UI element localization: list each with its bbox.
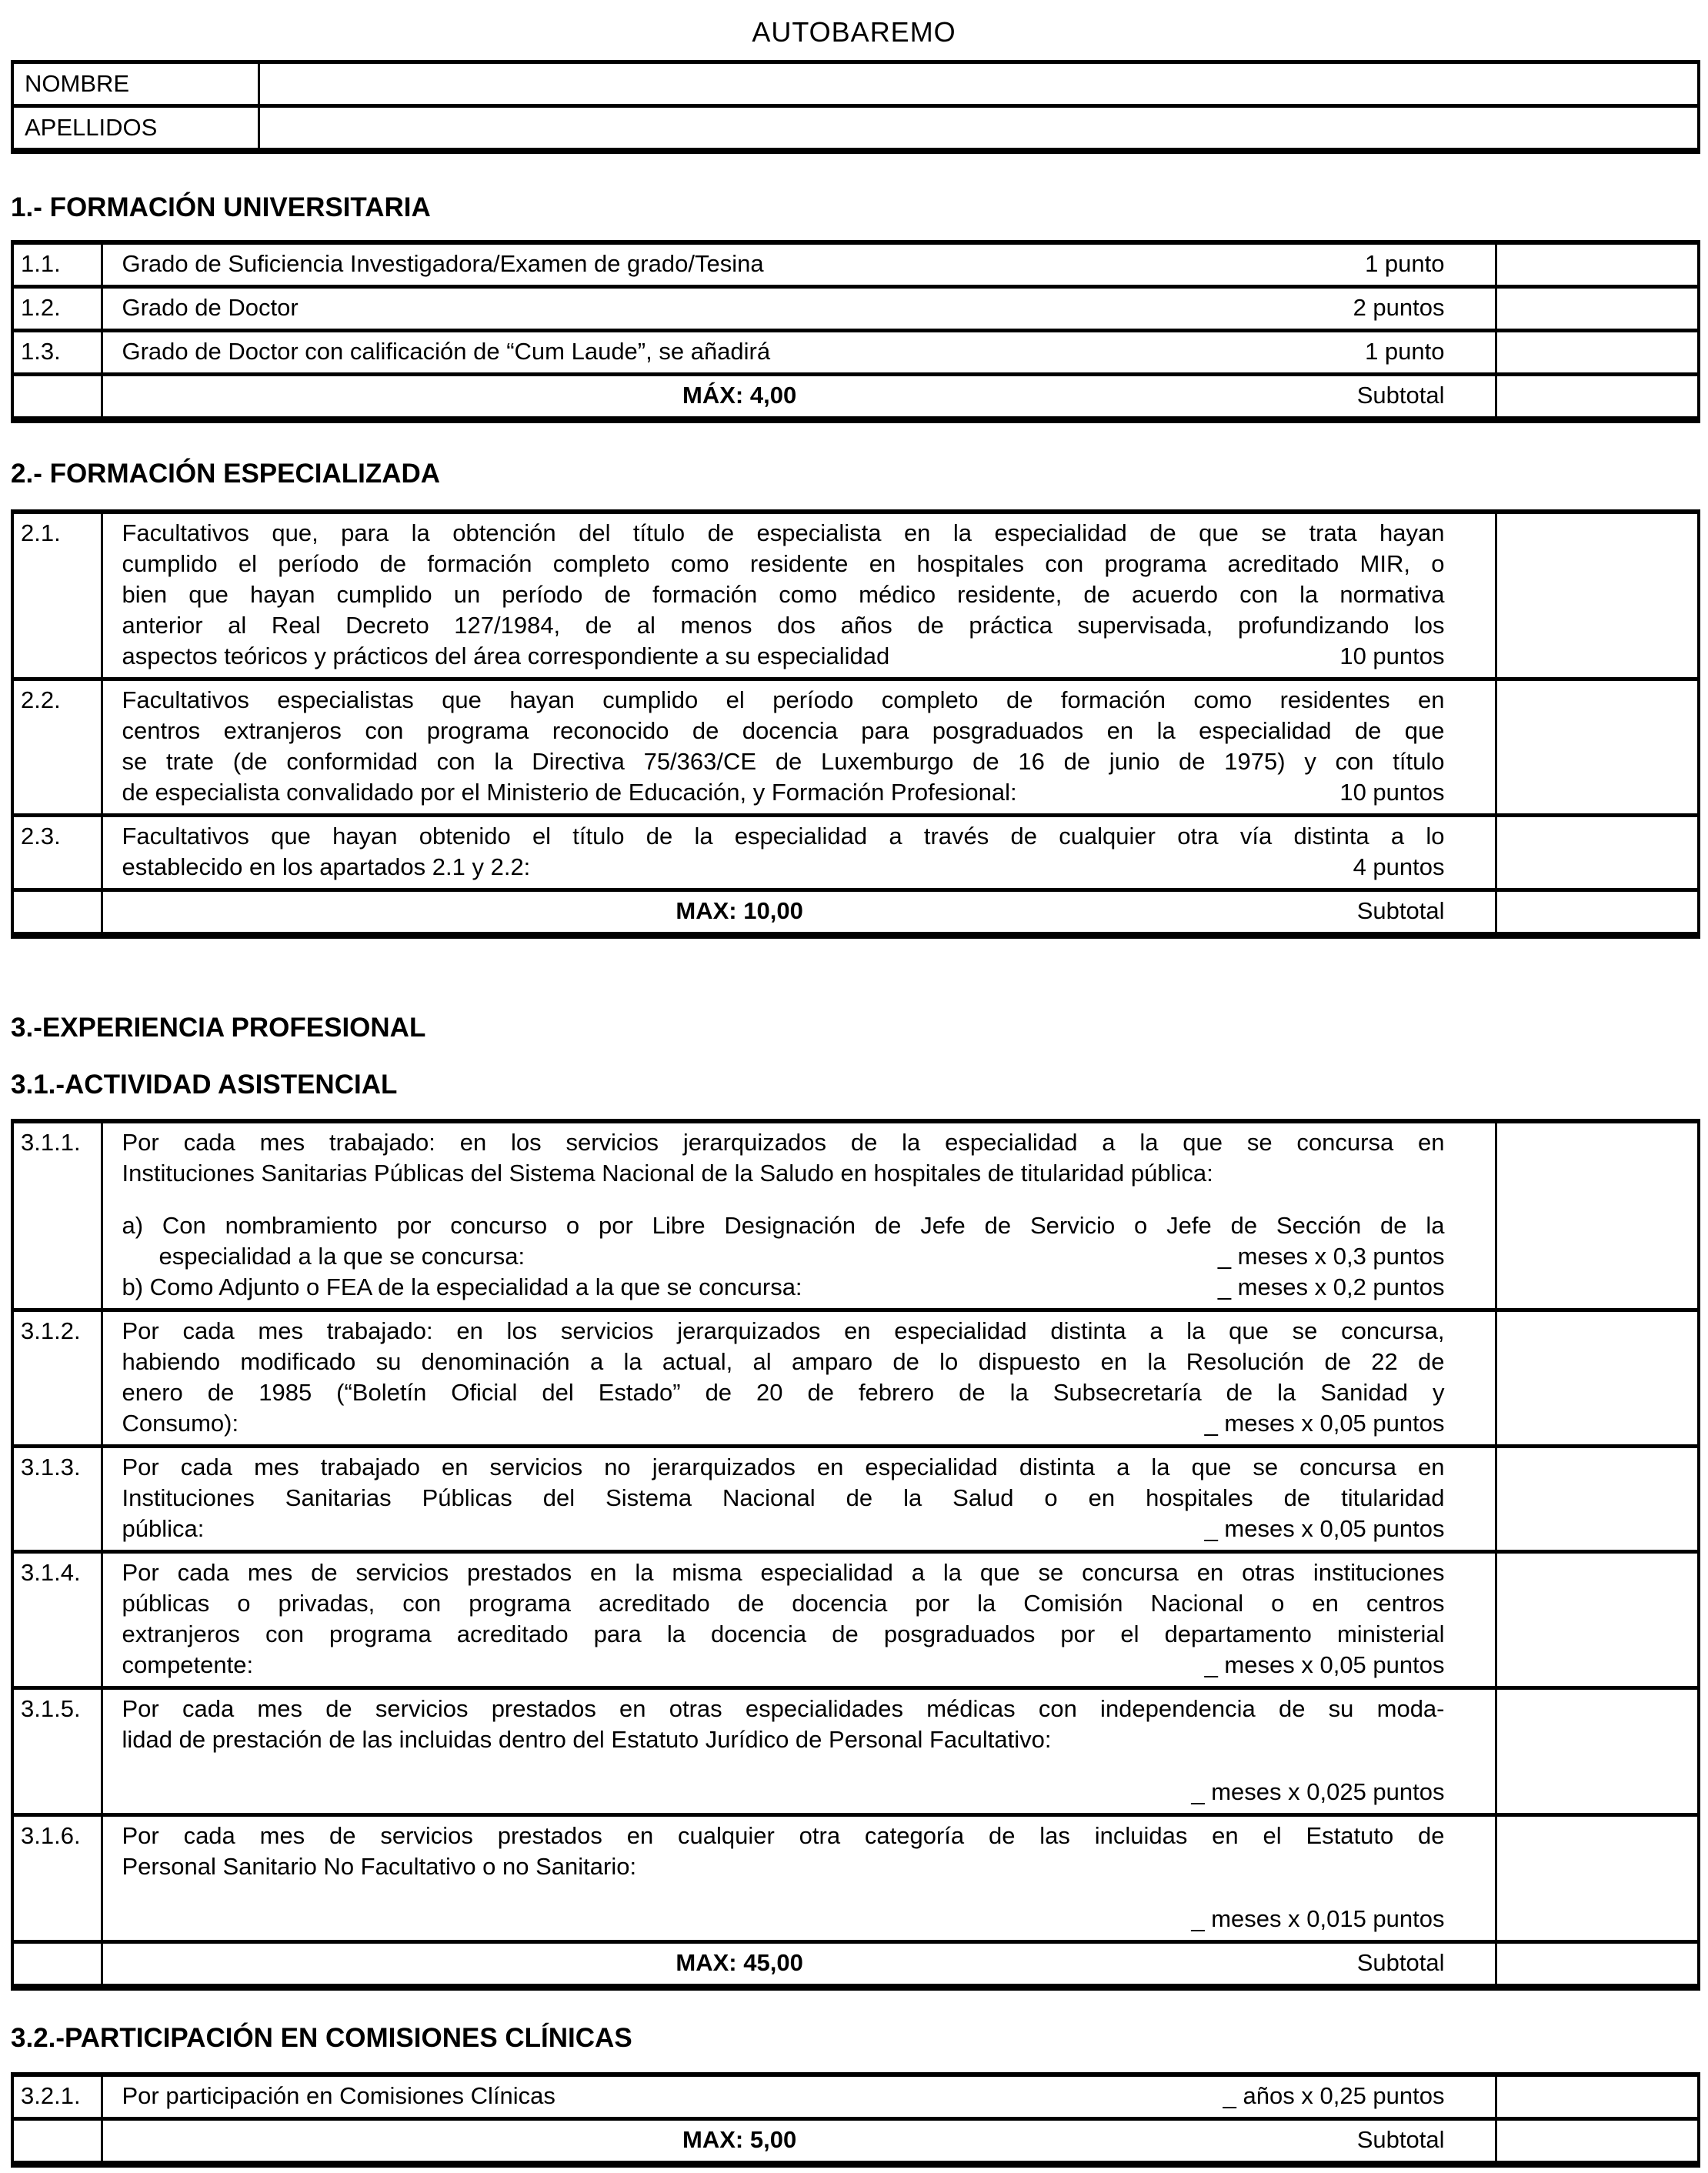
item-points: _ meses x 0,05 puntos (1204, 1515, 1445, 1542)
item-points: _ años x 0,25 puntos (1223, 2082, 1445, 2109)
max-label: MAX: 45,00 (676, 1949, 803, 1976)
score-cell-3.1.5.[interactable] (1496, 1688, 1699, 1815)
scoring-table-3.1 (11, 1119, 1700, 1991)
footer-row-2 (12, 890, 1699, 936)
item-text: Grado de Doctor con calificación de “Cum Laude”, se añadirá (122, 338, 771, 365)
item-description (102, 287, 1496, 331)
item-row-3.1.4. (12, 1552, 1699, 1688)
footer-line (122, 380, 1445, 411)
item-row-2.3. (12, 816, 1699, 890)
form-title: AUTOBAREMO (752, 16, 956, 48)
item-number: 1.1. (12, 242, 102, 287)
item-description (102, 512, 1496, 679)
max-label: MAX: 5,00 (682, 2126, 797, 2153)
section-heading-2: 2.- FORMACIÓN ESPECIALIZADA (11, 459, 441, 489)
footer-description (102, 375, 1496, 420)
item-number: 1.3. (12, 331, 102, 375)
item-description (102, 242, 1496, 287)
max-label: MÁX: 4,00 (682, 382, 797, 409)
text-line (122, 777, 1445, 808)
item-row-2.1. (12, 512, 1699, 679)
section-3.2 (0, 2023, 1708, 2168)
item-number: 3.1.6. (12, 1815, 102, 1942)
item-text: competente: (122, 1651, 254, 1678)
item-number: 3.1.5. (12, 1688, 102, 1815)
text-line: bien que hayan cumplido un período de formación como médico residente, de acuerdo con la normativa (122, 581, 1445, 608)
item-description (102, 679, 1496, 816)
footer-line (122, 2125, 1445, 2155)
name-row (12, 62, 1699, 106)
text-line: a) Con nombramiento por concurso o por Libre Designación de Jefe de Servicio o Jefe de Sección de la (122, 1212, 1445, 1239)
text-line (122, 249, 1445, 279)
text-line: cumplido el período de formación completo como residente en hospitales con programa acreditado MIR, o (122, 550, 1445, 577)
item-description (102, 1688, 1496, 1815)
section-heading-1: 1.- FORMACIÓN UNIVERSITARIA (11, 192, 431, 222)
name-table (11, 60, 1700, 154)
text-line: se trate (de conformidad con la Directiva 75/363/CE de Luxemburgo de 16 de junio de 1975) y con título (122, 748, 1445, 775)
text-line: anterior al Real Decreto 127/1984, de al menos dos años de práctica supervisada, profundizando los (122, 612, 1445, 639)
item-points: 4 puntos (1353, 853, 1445, 880)
score-cell-2.1.[interactable] (1496, 512, 1699, 679)
section-2 (0, 459, 1708, 939)
item-text: Grado de Suficiencia Investigadora/Examen de grado/Tesina (122, 250, 764, 277)
item-description (102, 1552, 1496, 1688)
text-line: Por cada mes de servicios prestados en cualquier otra categoría de las incluidas en el Estatuto de (122, 1822, 1445, 1849)
item-text: Consumo): (122, 1410, 239, 1437)
item-points: _ meses x 0,05 puntos (1204, 1410, 1445, 1437)
text-line (122, 2081, 1445, 2111)
item-row-3.1.3. (12, 1447, 1699, 1552)
score-cell-1.3.[interactable] (1496, 331, 1699, 375)
footer-number-cell (12, 375, 102, 420)
text-line (122, 1241, 1445, 1272)
score-cell-1.1.[interactable] (1496, 242, 1699, 287)
text-line (122, 336, 1445, 367)
text-line: lidad de prestación de las incluidas dentro del Estatuto Jurídico de Personal Facultativo: (122, 1726, 1052, 1753)
subtotal-score-cell-3.2[interactable] (1496, 2119, 1699, 2165)
item-description (102, 1310, 1496, 1447)
score-cell-3.1.2.[interactable] (1496, 1310, 1699, 1447)
item-points: _ meses x 0,015 puntos (1191, 1905, 1445, 1932)
text-line: públicas o privadas, con programa acreditado de docencia por la Comisión Nacional o en centros (122, 1590, 1445, 1617)
item-row-3.1.6. (12, 1815, 1699, 1942)
item-points: _ meses x 0,025 puntos (1191, 1778, 1445, 1805)
text-line: Por cada mes trabajado en servicios no jerarquizados en especialidad distinta a la que se concursa en (122, 1454, 1445, 1480)
text-line: centros extranjeros con programa reconocido de docencia para posgraduados en la especialidad de que (122, 717, 1445, 744)
item-number: 3.1.3. (12, 1447, 102, 1552)
max-label: MAX: 10,00 (676, 897, 803, 924)
gap-line (122, 1189, 1445, 1210)
item-number: 2.2. (12, 679, 102, 816)
item-row-3.1.1. (12, 1121, 1699, 1310)
scoring-table-1 (11, 240, 1700, 423)
item-description (102, 1121, 1496, 1310)
text-line: Por cada mes trabajado: en los servicios jerarquizados en especialidad distinta a la que se concursa, (122, 1317, 1445, 1344)
item-text: establecido en los apartados 2.1 y 2.2: (122, 853, 531, 880)
text-line: Facultativos especialistas que hayan cumplido el período completo de formación como residentes en (122, 686, 1445, 713)
subtotal-score-cell-1[interactable] (1496, 375, 1699, 420)
item-points: _ meses x 0,3 puntos (1217, 1243, 1445, 1270)
footer-row-3.2 (12, 2119, 1699, 2165)
nombre-label: NOMBRE (12, 62, 259, 106)
section-subheading-3.1: 3.1.-ACTIVIDAD ASISTENCIAL (11, 1070, 398, 1100)
item-description (102, 816, 1496, 890)
footer-line (122, 896, 1445, 926)
gap-line (122, 1755, 1445, 1777)
item-description (102, 331, 1496, 375)
item-description (102, 2075, 1496, 2119)
item-text: especialidad a la que se concursa: (158, 1243, 525, 1270)
footer-description (102, 2119, 1496, 2165)
item-text: de especialista convalidado por el Ministerio de Educación, y Formación Profesional: (122, 779, 1017, 806)
nombre-input-cell[interactable] (259, 62, 1699, 106)
item-row-2.2. (12, 679, 1699, 816)
item-row-1.2. (12, 287, 1699, 331)
section-1 (0, 192, 1708, 423)
item-number: 3.1.1. (12, 1121, 102, 1310)
text-line (122, 1272, 1445, 1303)
scoring-table-3.2 (11, 2072, 1700, 2168)
item-number: 1.2. (12, 287, 102, 331)
text-line: Facultativos que, para la obtención del título de especialista en la especialidad de que se trata hayan (122, 519, 1445, 546)
text-line: Por cada mes de servicios prestados en otras especialidades médicas con independencia de su moda- (122, 1695, 1445, 1722)
subtotal-label: Subtotal (1356, 2126, 1445, 2153)
text-line: habiendo modificado su denominación a la actual, al amparo de lo dispuesto en la Resolución de 22 de (122, 1348, 1445, 1375)
item-points: _ meses x 0,2 puntos (1217, 1273, 1445, 1300)
apellidos-label: APELLIDOS (12, 106, 259, 152)
text-line: Facultativos que hayan obtenido el título de la especialidad a través de cualquier otra vía distinta a lo (122, 823, 1445, 850)
item-number: 3.2.1. (12, 2075, 102, 2119)
text-line (122, 1408, 1445, 1439)
footer-description (102, 1942, 1496, 1988)
item-text: pública: (122, 1515, 205, 1542)
item-text: aspectos teóricos y prácticos del área correspondiente a su especialidad (122, 643, 890, 669)
score-cell-3.1.3.[interactable] (1496, 1447, 1699, 1552)
text-line: Por cada mes de servicios prestados en la misma especialidad a la que se concursa en otras instituciones (122, 1559, 1445, 1586)
score-cell-2.2.[interactable] (1496, 679, 1699, 816)
score-cell-3.1.4.[interactable] (1496, 1552, 1699, 1688)
item-points: 1 punto (1365, 250, 1445, 277)
subtotal-score-cell-3.1[interactable] (1496, 1942, 1699, 1988)
text-line: Instituciones Sanitarias Públicas del Sistema Nacional de la Salud o en hospitales de titularidad (122, 1484, 1445, 1511)
text-line: enero de 1985 (“Boletín Oficial del Estado” de 20 de febrero de la Subsecretaría de la Sanidad y (122, 1379, 1445, 1406)
gap-line (122, 1882, 1445, 1904)
text-line (122, 292, 1445, 323)
footer-line (122, 1948, 1445, 1978)
subtotal-label: Subtotal (1356, 897, 1445, 924)
subtotal-score-cell-2[interactable] (1496, 890, 1699, 936)
item-number: 3.1.2. (12, 1310, 102, 1447)
text-line: Personal Sanitario No Facultativo o no Sanitario: (122, 1853, 637, 1880)
subtotal-label: Subtotal (1356, 382, 1445, 409)
item-description (102, 1447, 1496, 1552)
score-cell-3.2.1.[interactable] (1496, 2075, 1699, 2119)
item-points: 1 punto (1365, 338, 1445, 365)
item-number: 3.1.4. (12, 1552, 102, 1688)
footer-description (102, 890, 1496, 936)
footer-number-cell (12, 1942, 102, 1988)
score-cell-3.1.1.[interactable] (1496, 1121, 1699, 1310)
section-heading-3.2: 3.2.-PARTICIPACIÓN EN COMISIONES CLÍNICAS (11, 2023, 632, 2053)
item-text: b) Como Adjunto o FEA de la especialidad a la que se concursa: (122, 1273, 802, 1300)
item-text: Por participación en Comisiones Clínicas (122, 2082, 555, 2109)
item-points: 10 puntos (1339, 643, 1445, 669)
text-line: Por cada mes trabajado: en los servicios jerarquizados de la especialidad a la que se concursa en (122, 1129, 1445, 1156)
item-number: 2.3. (12, 816, 102, 890)
item-row-3.2.1. (12, 2075, 1699, 2119)
apellidos-input-cell[interactable] (259, 106, 1699, 152)
text-line: Instituciones Sanitarias Públicas del Sistema Nacional de la Saludo en hospitales de titularidad pública: (122, 1160, 1213, 1187)
text-line (122, 1650, 1445, 1681)
text-line (122, 1514, 1445, 1544)
name-row (12, 106, 1699, 152)
item-row-1.3. (12, 331, 1699, 375)
item-description (102, 1815, 1496, 1942)
item-row-1.1. (12, 242, 1699, 287)
score-cell-2.3.[interactable] (1496, 816, 1699, 890)
footer-row-1 (12, 375, 1699, 420)
item-points: 10 puntos (1339, 779, 1445, 806)
footer-row-3.1 (12, 1942, 1699, 1988)
text-line (122, 641, 1445, 672)
subtotal-label: Subtotal (1356, 1949, 1445, 1976)
item-row-3.1.5. (12, 1688, 1699, 1815)
item-points: 2 puntos (1353, 294, 1445, 321)
item-points: _ meses x 0,05 puntos (1204, 1651, 1445, 1678)
footer-number-cell (12, 2119, 102, 2165)
section-heading-3.1: 3.-EXPERIENCIA PROFESIONAL (11, 1013, 426, 1043)
section-3.1 (0, 1013, 1708, 1991)
item-number: 2.1. (12, 512, 102, 679)
text-line (122, 852, 1445, 883)
item-text: Grado de Doctor (122, 294, 299, 321)
score-cell-3.1.6.[interactable] (1496, 1815, 1699, 1942)
footer-number-cell (12, 890, 102, 936)
item-row-3.1.2. (12, 1310, 1699, 1447)
text-line: extranjeros con programa acreditado para la docencia de posgraduados por el departamento ministerial (122, 1621, 1445, 1647)
scoring-table-2 (11, 509, 1700, 939)
score-cell-1.2.[interactable] (1496, 287, 1699, 331)
sections-container (0, 192, 1708, 2168)
